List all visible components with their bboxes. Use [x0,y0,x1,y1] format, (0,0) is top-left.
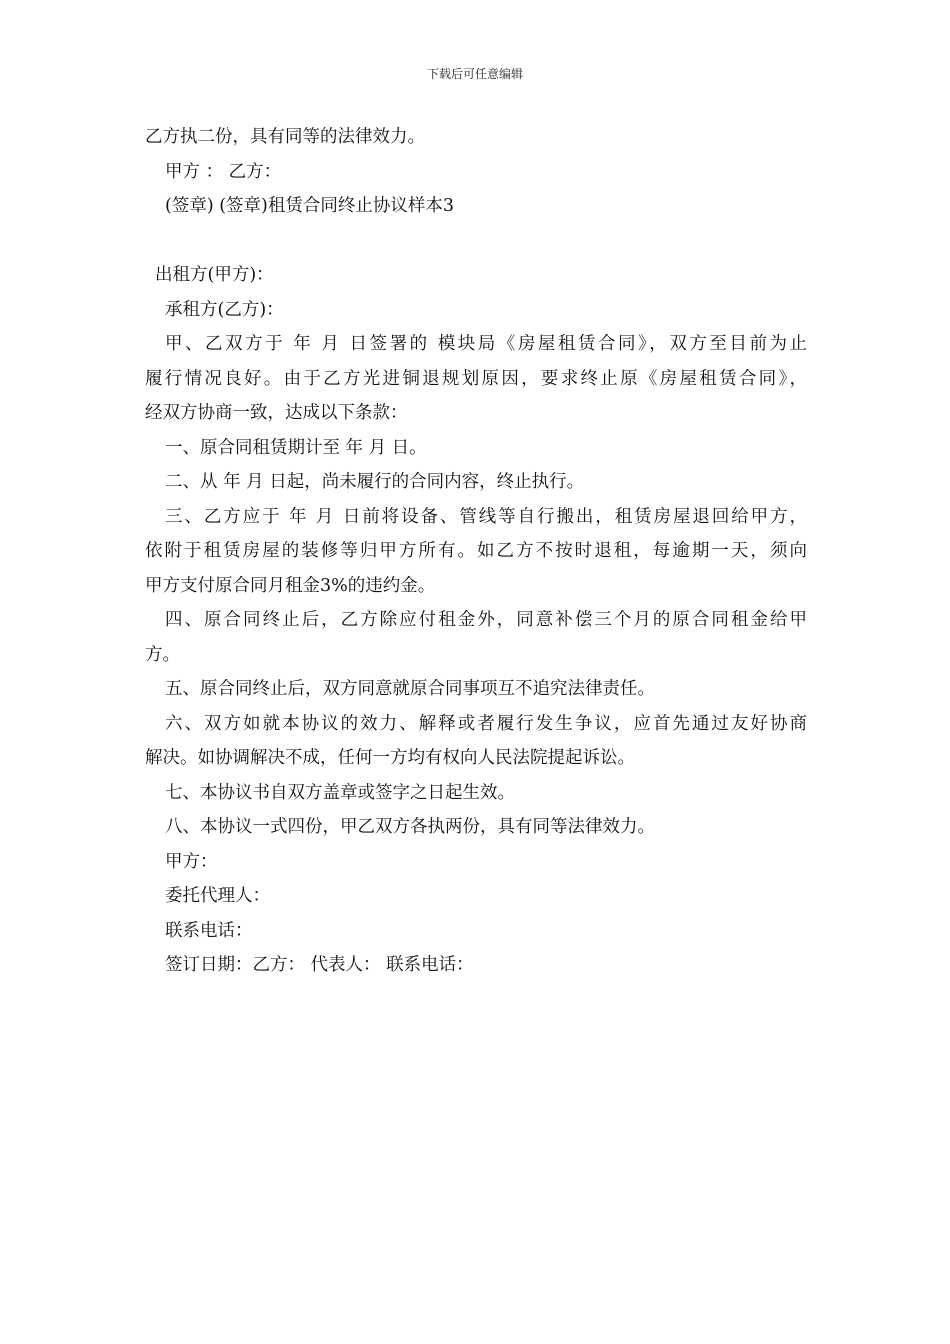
preamble-line-3: 经双方协商一致，达成以下条款： [145,403,408,423]
lessee-line: 承租方(乙方)： [165,299,284,320]
party-a-label: 甲方： [165,851,218,872]
header-note: 下载后可任意编辑 [426,67,523,81]
preamble-line-1: 甲、乙双方于 年 月 日签署的 模块局《房屋租赁合同》，双方至目前为止 [165,334,807,354]
clause-6-line-2: 解决。如协调解决不成，任何一方均有权向人民法院提起诉讼。 [145,748,635,768]
clause-7: 七、本协议书自双方盖章或签字之日起生效。 [165,782,515,803]
document-body [145,120,807,983]
page-header [0,66,950,82]
blank-line [145,224,807,259]
clause-2: 二、从 年 月 日起，尚未履行的合同内容，终止执行。 [165,472,585,492]
phone-label: 联系电话： [165,920,253,941]
agent-label: 委托代理人： [165,886,270,906]
seal-and-title-line: (签章) (签章)租赁合同终止协议样本3 [165,196,455,216]
clause-4-line-2: 方。 [145,644,180,665]
clause-8: 八、本协议一式四份，甲乙双方各执两份，具有同等法律效力。 [165,817,655,837]
signature-parties-line: 甲方 ： 乙方： [165,161,282,182]
signing-date-line: 签订日期：乙方： 代表人： 联系电话： [165,955,474,975]
clause-3-line-3: 甲方支付原合同月租金3%的违约金。 [145,575,436,596]
clause-3-line-1: 三、乙方应于 年 月 日前将设备、管线等自行搬出，租赁房屋退回给甲方， [165,506,807,527]
clause-6-line-1: 六、双方如就本协议的效力、解释或者履行发生争议，应首先通过友好协商 [165,713,807,734]
closing-line: 乙方执二份，具有同等的法律效力。 [145,127,425,147]
clause-5: 五、原合同终止后，双方同意就原合同事项互不追究法律责任。 [165,679,655,699]
clause-1: 一、原合同租赁期计至 年 月 日。 [165,437,427,458]
clause-3-line-2: 依附于租赁房屋的装修等归甲方所有。如乙方不按时退租，每逾期一天，须向 [145,541,807,561]
preamble-line-2: 履行情况良好。由于乙方光进铜退规划原因，要求终止原《房屋租赁合同》， [145,368,807,389]
clause-4-line-1: 四、原合同终止后，乙方除应付租金外，同意补偿三个月的原合同租金给甲 [165,610,807,630]
lessor-line: 出租方(甲方)： [155,265,274,285]
